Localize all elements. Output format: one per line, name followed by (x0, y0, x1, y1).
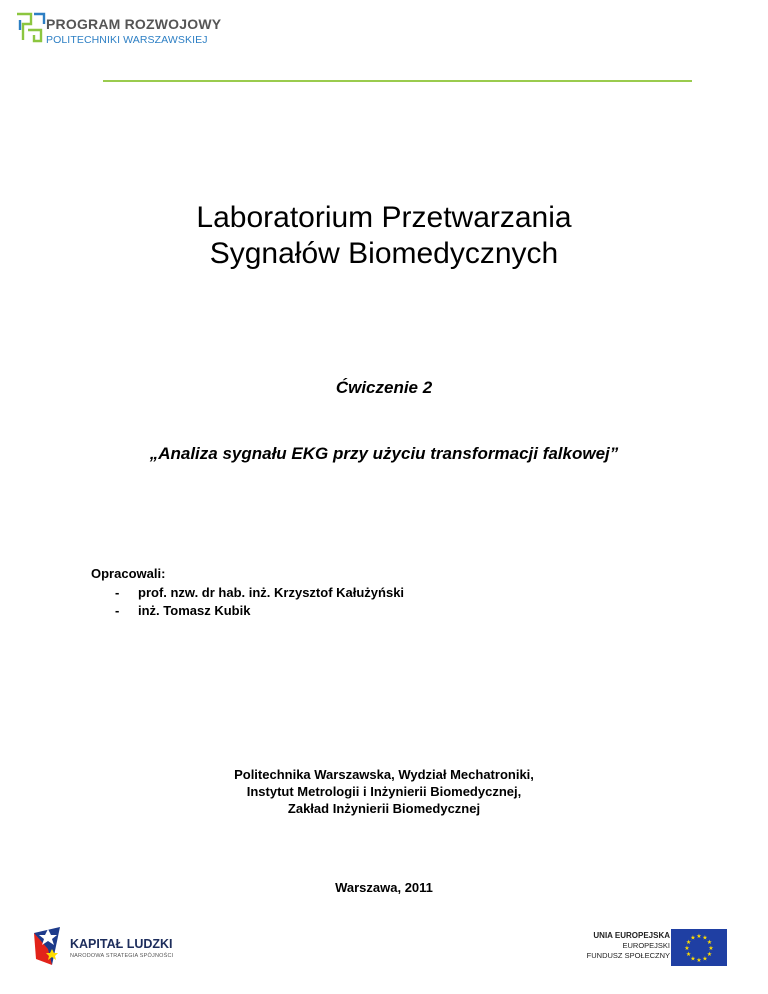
svg-text:★: ★ (696, 957, 702, 964)
eu-text-block (587, 931, 670, 961)
author-item (91, 602, 404, 620)
svg-text:★: ★ (708, 945, 714, 952)
ue-line1: UNIA EUROPEJSKA (593, 931, 670, 940)
kl-title: KAPITAŁ LUDZKI (70, 937, 173, 951)
svg-text:★: ★ (702, 934, 708, 942)
institution-line1: Politechnika Warszawska, Wydział Mechatroniki, (234, 767, 534, 782)
authors-block (91, 565, 404, 620)
document-title-line1: Laboratorium Przetwarzania (196, 201, 572, 234)
header-divider (103, 80, 692, 82)
kapital-ludzki-icon (30, 925, 68, 969)
author-item (91, 584, 404, 602)
logo-line2: POLITECHNIKI WARSZAWSKIEJ (46, 34, 208, 46)
kapital-ludzki-logo (30, 925, 180, 970)
svg-text:★: ★ (696, 933, 702, 940)
svg-text:★: ★ (685, 939, 692, 946)
svg-text:★: ★ (684, 945, 690, 952)
pr-logo-icon (14, 10, 50, 46)
svg-text:★: ★ (690, 955, 696, 963)
authors-heading: Opracowali: (91, 566, 166, 581)
list-bullet: - (115, 603, 120, 618)
document-title-line2: Sygnałów Biomedycznych (209, 237, 559, 270)
institution-line3: Zakład Inżynierii Biomedycznej (287, 801, 481, 816)
institution-block (0, 766, 768, 817)
list-bullet: - (115, 585, 120, 600)
svg-text:★: ★ (706, 939, 713, 946)
author-name: prof. nzw. dr hab. inż. Krzysztof Kałużyński (138, 585, 405, 600)
svg-text:★: ★ (706, 951, 713, 958)
author-name: inż. Tomasz Kubik (138, 603, 251, 618)
svg-text:★: ★ (702, 955, 708, 963)
institution-line2: Instytut Metrologii i Inżynierii Biomedycznej, (246, 784, 522, 799)
program-rozwojowy-logo (14, 10, 222, 52)
svg-text:★: ★ (690, 934, 696, 942)
svg-text:★: ★ (685, 951, 692, 958)
ue-line2: EUROPEJSKI (622, 941, 670, 950)
ue-line3: FUNDUSZ SPOŁECZNY (586, 951, 670, 960)
eu-flag-icon (671, 929, 727, 966)
place-date: Warszawa, 2011 (335, 880, 433, 895)
exercise-number: Ćwiczenie 2 (335, 378, 433, 397)
kl-subtitle: NARODOWA STRATEGIA SPÓJNOŚCI (70, 953, 174, 959)
logo-line1: PROGRAM ROZWOJOWY (46, 16, 222, 32)
exercise-subtitle: „Analiza sygnału EKG przy użyciu transformacji falkowej” (149, 444, 619, 463)
